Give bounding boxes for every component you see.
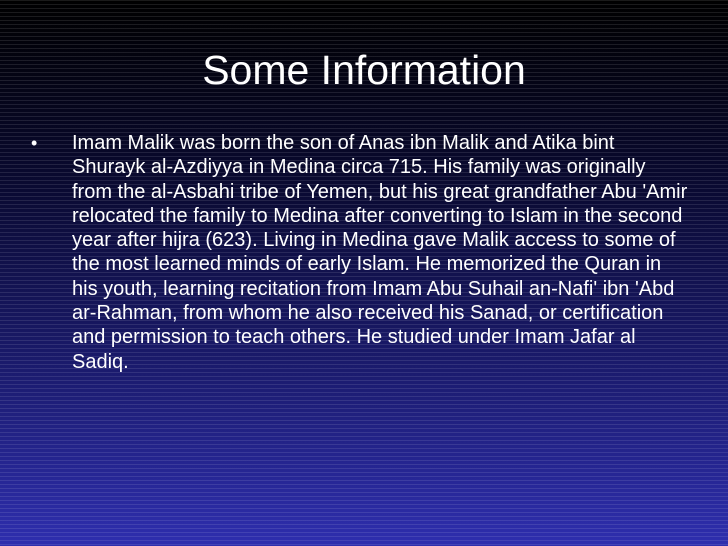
bullet-list (31, 131, 691, 374)
slide-title: Some Information (202, 47, 526, 93)
bullet-item (31, 131, 691, 374)
bullet-text: Imam Malik was born the son of Anas ibn Malik and Atika bint Shurayk al-Azdiyya in Medina circa 715. His family was originally from the al-Asbahi tribe of Yemen, but his great grandfather Abu 'Amir relocated the family to Medina after converting to Islam in the second year after hijra (623). Living in Medina gave Malik access to some of the most learned minds of early Islam. He memorized the Quran in his youth, learning recitation from Imam Abu Suhail an-Nafi' ibn 'Abd ar-Rahman, from whom he also received his Sanad, or certification and permission to teach others. He studied under Imam Jafar al Sadiq. (72, 132, 688, 373)
bullet-marker: • (31, 133, 38, 153)
